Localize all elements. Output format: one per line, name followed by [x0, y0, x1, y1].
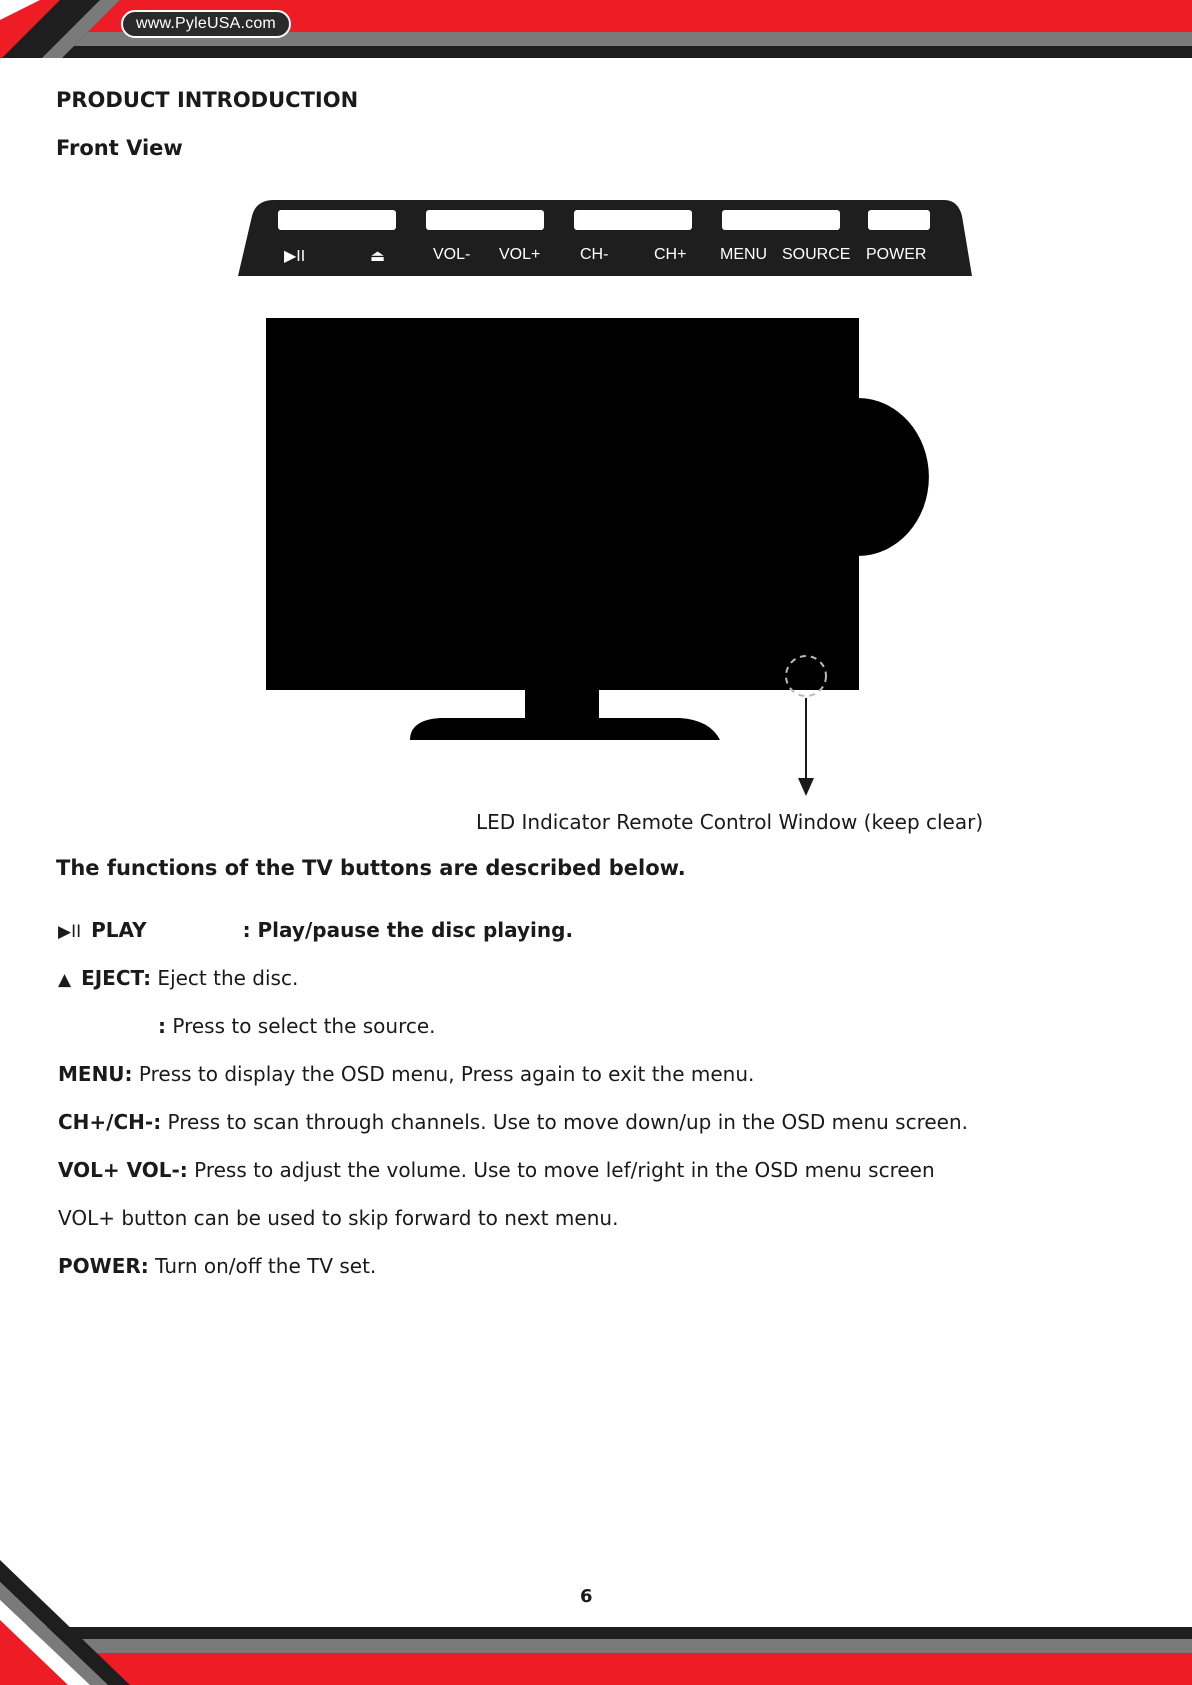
eject-icon: ▲	[58, 970, 72, 990]
subsection-title: Front View	[56, 136, 183, 160]
disc-icon	[858, 398, 929, 556]
tv-screen	[266, 318, 859, 690]
panel-label-play-pause: ▶II	[284, 248, 306, 265]
page-number: 6	[580, 1586, 593, 1607]
function-channel-label: CH+/CH-:	[58, 1110, 162, 1134]
panel-label-menu: MENU	[720, 246, 768, 263]
function-source-text: Press to select the source.	[166, 1014, 436, 1038]
panel-button-ch	[574, 210, 692, 230]
tv-stand-base	[410, 718, 720, 740]
function-menu-label: MENU:	[58, 1062, 133, 1086]
panel-label-vol-minus: VOL-	[433, 246, 471, 263]
function-menu-text: Press to display the OSD menu, Press again to exit the menu.	[132, 1062, 755, 1086]
function-power	[58, 1254, 376, 1278]
function-source	[158, 1014, 436, 1038]
panel-button-vol	[426, 210, 544, 230]
functions-heading: The functions of the TV buttons are described below.	[56, 856, 686, 880]
tv-front-illustration	[260, 316, 940, 806]
function-play-label: PLAY	[91, 918, 147, 942]
control-panel-illustration	[238, 198, 973, 278]
function-play	[58, 918, 573, 942]
function-play-text: : Play/pause the disc playing.	[242, 918, 574, 942]
function-channel-text: Press to scan through channels. Use to move down/up in the OSD menu screen.	[161, 1110, 969, 1134]
function-menu	[58, 1062, 754, 1086]
panel-button-power	[868, 210, 930, 230]
function-eject-label: EJECT:	[81, 966, 152, 990]
panel-label-eject: ⏏	[370, 248, 386, 265]
led-window-caption: LED Indicator Remote Control Window (keep clear)	[476, 810, 984, 834]
function-volume-label: VOL+ VOL-:	[58, 1158, 188, 1182]
function-volume	[58, 1158, 935, 1182]
website-url-badge[interactable]: www.PyleUSA.com	[121, 10, 291, 38]
section-title: PRODUCT INTRODUCTION	[56, 88, 359, 112]
footer-band	[0, 1560, 1192, 1685]
panel-label-ch-plus: CH+	[654, 246, 687, 263]
panel-label-ch-minus: CH-	[580, 246, 609, 263]
function-eject	[58, 966, 298, 990]
panel-button-menu-source	[722, 210, 840, 230]
arrow-down-icon	[798, 778, 814, 796]
panel-label-power: POWER	[866, 246, 927, 263]
function-power-text: Turn on/off the TV set.	[148, 1254, 377, 1278]
panel-label-source: SOURCE	[782, 246, 851, 263]
function-channel	[58, 1110, 968, 1134]
function-volume-text: Press to adjust the volume. Use to move lef/right in the OSD menu screen	[187, 1158, 935, 1182]
function-eject-text: Eject the disc.	[151, 966, 299, 990]
panel-button-play-eject	[278, 210, 396, 230]
function-power-label: POWER:	[58, 1254, 149, 1278]
play-pause-icon: ▶II	[58, 922, 82, 942]
panel-label-vol-plus: VOL+	[499, 246, 541, 263]
function-volume-note: VOL+ button can be used to skip forward to next menu.	[58, 1206, 619, 1230]
tv-stand-neck	[525, 690, 599, 720]
function-source-label: :	[158, 1014, 166, 1038]
